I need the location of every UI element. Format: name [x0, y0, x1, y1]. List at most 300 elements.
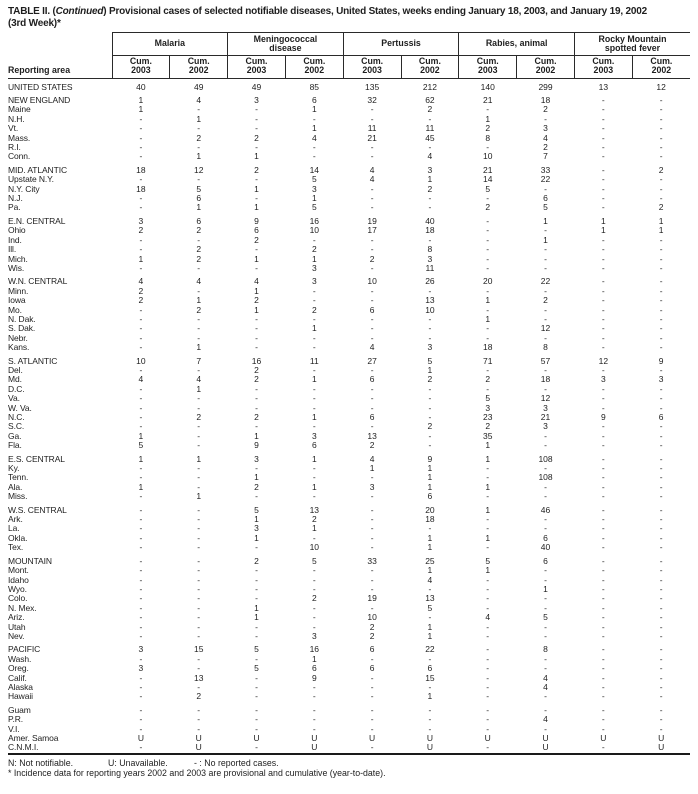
value-cell: -	[544, 565, 547, 576]
value-cell: 2	[254, 295, 259, 306]
value-cell: 1	[254, 304, 259, 315]
value-cell: 5	[254, 663, 259, 674]
value-cell: 2	[196, 132, 202, 143]
value-cell: 4	[485, 612, 491, 623]
value-cell: -	[197, 574, 201, 585]
table-row	[8, 287, 690, 296]
value-cell: -	[601, 123, 605, 134]
value-cell: 45	[425, 132, 435, 143]
value-cell: -	[370, 583, 374, 594]
value-cell: -	[139, 174, 143, 185]
value-cell: -	[544, 602, 547, 613]
value-cell: 3	[311, 262, 317, 273]
value-cell: -	[659, 602, 663, 613]
table-row	[8, 623, 690, 632]
value-cell: -	[486, 253, 490, 264]
value-cell: 13	[309, 504, 320, 515]
value-cell: -	[139, 621, 143, 632]
value-cell: -	[428, 430, 432, 441]
value-cell: 2	[311, 514, 317, 525]
value-cell: 5	[543, 202, 548, 213]
footnote-unavailable: U: Unavailable.	[108, 757, 168, 768]
value-cell: -	[428, 583, 432, 594]
value-cell: -	[312, 234, 316, 245]
value-cell: -	[659, 174, 663, 185]
value-cell: 1	[138, 430, 144, 441]
reporting-area-cell: Wash.	[8, 653, 32, 664]
value-cell: 12	[540, 393, 551, 404]
value-cell: 71	[482, 355, 493, 366]
value-cell: -	[544, 364, 547, 375]
value-cell: U	[658, 742, 665, 753]
table-row	[8, 245, 690, 254]
value-cell: -	[255, 714, 258, 725]
table-row	[8, 324, 690, 333]
value-cell: -	[197, 704, 201, 715]
header-group-row	[8, 33, 690, 56]
table-row	[8, 78, 690, 92]
value-cell: -	[601, 142, 605, 153]
value-cell: 4	[196, 95, 202, 105]
value-cell: -	[139, 313, 143, 324]
value-cell: -	[428, 202, 432, 213]
value-cell: 1	[427, 532, 433, 543]
value-cell: 1	[311, 653, 317, 664]
reporting-area-cell: UNITED STATES	[8, 81, 73, 92]
value-cell: -	[139, 691, 143, 702]
value-cell: -	[601, 244, 605, 255]
value-cell: 10	[482, 151, 493, 162]
value-cell: -	[659, 234, 663, 245]
value-cell: 1	[254, 472, 259, 483]
value-cell: -	[312, 714, 316, 725]
value-cell: -	[255, 542, 258, 553]
reporting-area-cell: Tex.	[8, 542, 24, 553]
value-cell: -	[601, 453, 605, 464]
value-cell: -	[486, 714, 490, 725]
reporting-area-cell: E.S. CENTRAL	[8, 453, 65, 464]
footnote-no-cases: - : No reported cases.	[194, 757, 279, 768]
reporting-area-cell: Guam	[8, 704, 31, 715]
table-row	[8, 632, 690, 641]
value-cell: 1	[138, 481, 144, 492]
value-cell: 3	[369, 481, 375, 492]
value-cell: 5	[311, 202, 317, 213]
value-cell: -	[370, 285, 374, 296]
value-cell: 3	[485, 402, 491, 413]
table-row	[8, 296, 690, 305]
value-cell: 8	[543, 342, 548, 353]
value-cell: -	[659, 151, 663, 162]
value-cell: -	[370, 472, 374, 483]
value-cell: -	[312, 142, 316, 153]
value-cell: 3	[138, 644, 144, 655]
value-cell: -	[370, 491, 374, 502]
value-cell: -	[370, 421, 374, 432]
value-cell: -	[601, 193, 605, 204]
value-cell: 1	[196, 113, 202, 124]
value-cell: -	[659, 630, 663, 641]
value-cell: -	[370, 523, 374, 534]
value-cell: 5	[254, 504, 259, 515]
title-prefix: TABLE II. (	[8, 6, 56, 17]
table-row	[8, 264, 690, 273]
value-cell: -	[139, 504, 143, 515]
value-cell: -	[659, 714, 663, 725]
footnotes	[8, 758, 690, 778]
table-row	[8, 492, 690, 501]
value-cell: 18	[540, 374, 551, 385]
table-row	[8, 152, 690, 161]
value-cell: -	[601, 276, 605, 287]
value-cell: -	[486, 234, 490, 245]
value-cell: -	[370, 295, 374, 306]
value-cell: 1	[196, 202, 202, 213]
value-cell: 1	[254, 532, 259, 543]
value-cell: 4	[138, 276, 144, 287]
table-row	[8, 343, 690, 352]
value-cell: 2	[254, 481, 259, 492]
value-cell: 13	[425, 593, 435, 604]
value-cell: 6	[369, 304, 375, 315]
value-cell: 5	[543, 612, 548, 623]
value-cell: -	[255, 463, 258, 474]
value-cell: 4	[427, 151, 433, 162]
value-cell: -	[312, 285, 316, 296]
value-cell: 2	[138, 285, 144, 296]
value-cell: -	[139, 672, 143, 683]
value-cell: 2	[254, 555, 259, 566]
value-cell: 14	[482, 174, 493, 185]
value-cell: -	[197, 555, 201, 566]
value-cell: -	[659, 95, 663, 105]
value-cell: 22	[425, 644, 435, 655]
table-row	[8, 203, 690, 212]
value-cell: -	[486, 742, 490, 753]
value-cell: -	[312, 402, 316, 413]
value-cell: -	[139, 574, 143, 585]
value-cell: 5	[427, 602, 433, 613]
value-cell: 10	[136, 355, 146, 366]
table-row	[8, 175, 690, 184]
cumulative-year-header: Cum. 2002	[170, 56, 228, 79]
reporting-area-cell: Utah	[8, 621, 26, 632]
table-row	[8, 96, 690, 105]
value-cell: -	[601, 393, 605, 404]
value-cell: -	[139, 565, 143, 576]
value-cell: 6	[427, 491, 433, 502]
value-cell: -	[370, 393, 374, 404]
table-row	[8, 455, 690, 464]
footnote-asterisk: * Incidence data for reporting years 2002 and 2003 are provisional and cumulative (year-to-date).	[8, 767, 386, 778]
reporting-area-cell: W.N. CENTRAL	[8, 276, 68, 287]
value-cell: 4	[369, 164, 375, 175]
value-cell: -	[601, 565, 605, 576]
cumulative-year-header: Cum. 2003	[228, 56, 286, 79]
table-row	[8, 277, 690, 286]
value-cell: 6	[543, 532, 548, 543]
value-cell: -	[370, 672, 374, 683]
value-cell: 1	[311, 253, 317, 264]
value-cell: -	[601, 714, 605, 725]
value-cell: -	[139, 681, 143, 692]
value-cell: -	[659, 183, 663, 194]
value-cell: -	[428, 332, 432, 343]
value-cell: -	[544, 332, 547, 343]
value-cell: 2	[196, 253, 202, 264]
value-cell: -	[601, 174, 605, 185]
value-cell: -	[139, 123, 143, 134]
value-cell: -	[601, 723, 605, 734]
value-cell: -	[659, 504, 663, 515]
table-title-line1	[8, 6, 690, 18]
table-row	[8, 734, 690, 743]
value-cell: 1	[427, 481, 433, 492]
value-cell: -	[601, 612, 605, 623]
value-cell: -	[486, 644, 490, 655]
value-cell: -	[370, 691, 374, 702]
value-cell: 1	[311, 453, 317, 464]
value-cell: 3	[543, 123, 548, 134]
value-cell: -	[255, 262, 258, 273]
value-cell: -	[428, 714, 432, 725]
value-cell: 1	[427, 630, 433, 641]
value-cell: 2	[254, 374, 259, 385]
value-cell: -	[139, 542, 143, 553]
value-cell: 11	[367, 123, 377, 134]
value-cell: 6	[369, 644, 375, 655]
value-cell: 10	[367, 276, 377, 287]
value-cell: -	[659, 723, 663, 734]
value-cell: -	[601, 253, 605, 264]
value-cell: -	[659, 142, 663, 153]
value-cell: 108	[538, 472, 553, 483]
reporting-area-cell: Ark.	[8, 514, 23, 525]
value-cell: 1	[254, 514, 259, 525]
value-cell: -	[370, 574, 374, 585]
reporting-area-cell: Va.	[8, 393, 20, 404]
value-cell: 3	[254, 523, 259, 534]
reporting-area-cell: Wyo.	[8, 583, 27, 594]
value-cell: U	[426, 742, 433, 753]
reporting-area-cell: Ill.	[8, 244, 17, 255]
value-cell: 1	[543, 215, 548, 226]
reporting-area-cell: Maine	[8, 104, 31, 115]
value-cell: -	[312, 113, 316, 124]
value-cell: -	[197, 681, 201, 692]
value-cell: -	[312, 364, 316, 375]
value-cell: -	[601, 681, 605, 692]
table-row	[8, 134, 690, 143]
value-cell: -	[486, 304, 490, 315]
value-cell: -	[370, 142, 374, 153]
value-cell: -	[255, 691, 258, 702]
reporting-area-cell: S.C.	[8, 421, 25, 432]
reporting-area-cell: Ala.	[8, 481, 23, 492]
value-cell: -	[544, 574, 547, 585]
value-cell: -	[255, 621, 258, 632]
value-cell: 22	[540, 276, 551, 287]
value-cell: 2	[543, 295, 548, 306]
value-cell: 3	[138, 663, 144, 674]
value-cell: 1	[196, 491, 202, 502]
table-row	[8, 432, 690, 441]
value-cell: -	[197, 504, 201, 515]
value-cell: -	[139, 463, 143, 474]
value-cell: 32	[367, 95, 377, 105]
value-cell: -	[486, 523, 490, 534]
value-cell: -	[139, 364, 143, 375]
value-cell: -	[428, 393, 432, 404]
reporting-area-cell: Md.	[8, 374, 22, 385]
value-cell: -	[197, 542, 201, 553]
table-row	[8, 557, 690, 566]
value-cell: -	[370, 244, 374, 255]
value-cell: -	[370, 723, 374, 734]
value-cell: 19	[367, 593, 377, 604]
table-row	[8, 394, 690, 403]
value-cell: 2	[196, 244, 202, 255]
value-cell: 2	[543, 142, 548, 153]
value-cell: -	[197, 514, 201, 525]
table-row	[8, 585, 690, 594]
value-cell: U	[311, 742, 318, 753]
value-cell: -	[428, 193, 432, 204]
disease-group-header: Malaria	[112, 33, 228, 56]
value-cell: -	[428, 383, 432, 394]
value-cell: 5	[196, 183, 202, 194]
value-cell: 2	[311, 304, 317, 315]
value-cell: 3	[311, 183, 317, 194]
value-cell: -	[139, 421, 143, 432]
table-row	[8, 594, 690, 603]
value-cell: -	[255, 174, 258, 185]
value-cell: 108	[538, 453, 553, 464]
value-cell: 2	[369, 621, 375, 632]
value-cell: U	[369, 733, 376, 743]
reporting-area-cell: Tenn.	[8, 472, 29, 483]
value-cell: 4	[427, 574, 433, 585]
value-cell: -	[255, 723, 258, 734]
reporting-area-cell: Ky.	[8, 463, 20, 474]
value-cell: -	[197, 440, 201, 451]
value-cell: -	[486, 491, 490, 502]
value-cell: U	[311, 733, 318, 743]
value-cell: 16	[309, 215, 320, 226]
value-cell: -	[139, 332, 143, 343]
value-cell: -	[139, 704, 143, 715]
table-row	[8, 185, 690, 194]
value-cell: -	[312, 565, 316, 576]
reporting-area-cell: Mich.	[8, 253, 28, 264]
value-cell: -	[370, 104, 374, 115]
value-cell: -	[659, 262, 663, 273]
value-cell: -	[255, 672, 258, 683]
table-row	[8, 357, 690, 366]
value-cell: -	[197, 285, 201, 296]
value-cell: 1	[485, 295, 491, 306]
value-cell: -	[659, 332, 663, 343]
reporting-area-cell: Conn.	[8, 151, 31, 162]
cumulative-year-header: Cum. 2003	[574, 56, 632, 79]
value-cell: -	[197, 481, 201, 492]
value-cell: -	[197, 123, 201, 134]
value-cell: -	[486, 574, 490, 585]
value-cell: -	[601, 593, 605, 604]
value-cell: -	[139, 491, 143, 502]
table-row	[8, 404, 690, 413]
value-cell: -	[486, 472, 490, 483]
table-row	[8, 566, 690, 575]
value-cell: -	[197, 104, 201, 115]
cumulative-year-header: Cum. 2003	[112, 56, 170, 79]
value-cell: -	[428, 723, 432, 734]
table-row	[8, 715, 690, 724]
reporting-area-cell: R.I.	[8, 142, 21, 153]
value-cell: -	[486, 383, 490, 394]
table-row	[8, 534, 690, 543]
value-cell: 4	[369, 342, 375, 353]
title-rest: ) Provisional cases of selected notifiable diseases, United States, weeks ending January 18, 2003, and January 19, 2002	[103, 6, 647, 17]
value-cell: 2	[138, 225, 144, 236]
value-cell: -	[544, 621, 547, 632]
value-cell: -	[544, 313, 547, 324]
value-cell: -	[255, 342, 258, 353]
value-cell: 2	[369, 440, 375, 451]
value-cell: -	[370, 383, 374, 394]
value-cell: 2	[254, 234, 259, 245]
value-cell: -	[370, 193, 374, 204]
value-cell: -	[544, 704, 547, 715]
footnote-not-notifiable: N: Not notifiable.	[8, 757, 74, 768]
value-cell: 1	[138, 453, 144, 464]
value-cell: -	[255, 313, 258, 324]
value-cell: 6	[311, 663, 317, 674]
reporting-area-cell: N. Mex.	[8, 602, 37, 613]
value-cell: -	[197, 602, 201, 613]
value-cell: -	[601, 151, 605, 162]
value-cell: -	[659, 691, 663, 702]
value-cell: 3	[311, 630, 317, 641]
value-cell: 10	[309, 542, 320, 553]
value-cell: -	[544, 491, 547, 502]
table-row	[8, 194, 690, 203]
value-cell: 2	[427, 183, 433, 194]
value-cell: 16	[251, 355, 262, 366]
value-cell: -	[544, 183, 547, 194]
value-cell: -	[197, 612, 201, 623]
value-cell: -	[139, 472, 143, 483]
value-cell: -	[544, 304, 547, 315]
value-cell: -	[255, 332, 258, 343]
value-cell: -	[255, 421, 258, 432]
reporting-area-cell: Mont.	[8, 565, 29, 576]
value-cell: -	[544, 593, 547, 604]
value-cell: 4	[138, 374, 144, 385]
table-row	[8, 105, 690, 114]
value-cell: 27	[367, 355, 377, 366]
value-cell: -	[139, 723, 143, 734]
value-cell: -	[197, 142, 201, 153]
value-cell: -	[544, 440, 547, 451]
value-cell: -	[486, 542, 490, 553]
value-cell: -	[659, 393, 663, 404]
value-cell: 1	[427, 621, 433, 632]
reporting-area-cell: N.H.	[8, 113, 25, 124]
value-cell: -	[197, 472, 201, 483]
value-cell: 49	[251, 81, 262, 92]
table-row	[8, 674, 690, 683]
